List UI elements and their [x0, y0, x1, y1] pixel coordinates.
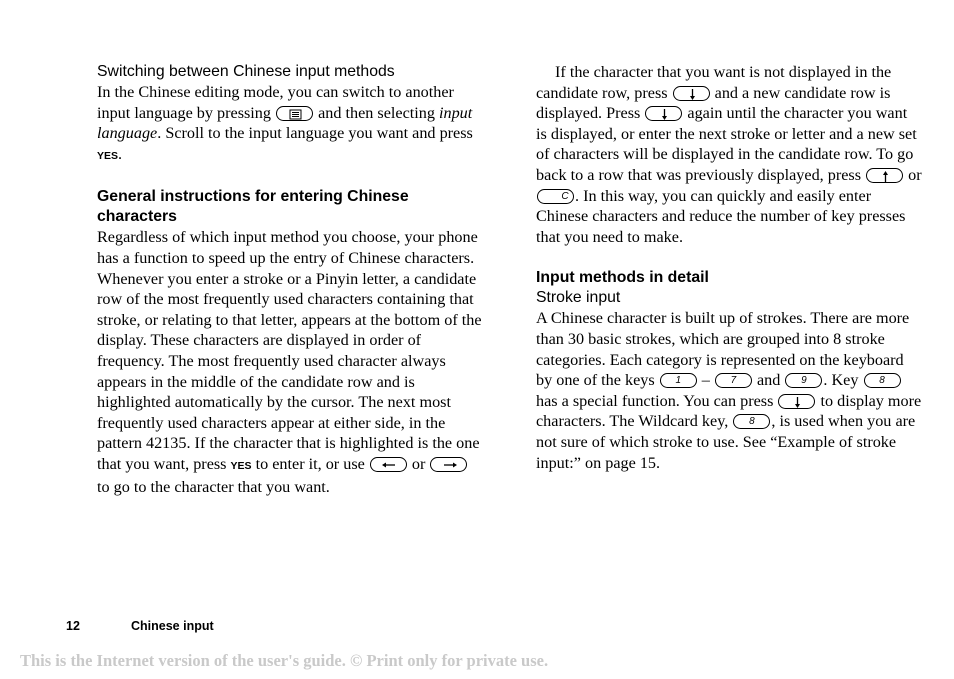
right-column	[536, 62, 922, 473]
disclaimer: This is the Internet version of the user's guide. © Print only for private use.	[20, 651, 549, 670]
candidate-paragraph: If the character that you want is not displayed in the candidate row, press and a new candidate row is displayed. Press again until the character you want is displayed, or enter the next stroke or letter and a new set of characters will be displayed in the candidate row. To go back to a row that was previously displayed, press or C . In this way, you can quickly and easily enter Chinese characters and reduce the number of key presses that you need to make.	[536, 63, 922, 246]
stroke-subheading: Stroke input	[536, 289, 621, 307]
left-column	[97, 62, 483, 497]
arrow-left-key-icon	[370, 457, 407, 472]
c-key-icon: C	[537, 189, 574, 204]
key-8-icon: 8	[733, 414, 770, 429]
arrow-up-key-icon	[866, 168, 903, 183]
yes-key-label: YES	[230, 459, 252, 472]
key-8-icon: 8	[864, 373, 901, 388]
switch-heading: Switching between Chinese input methods	[97, 63, 395, 80]
key-1-icon: 1	[660, 373, 697, 388]
general-heading: General instructions for entering Chinese characters	[97, 188, 409, 226]
stroke-paragraph: A Chinese character is built up of strokes. There are more than 30 basic strokes, which are grouped into 8 stroke categories. Each category is represented on the keyboard by one of the keys 1 – 7 and 9 . Key 8 has a special function. You can press to display more characters. The Wildcard key, 8 , is used when you are not sure of which stroke to use. See “Example of stroke input:” on page 15.	[536, 309, 922, 472]
switch-paragraph: In the Chinese editing mode, you can switch to another input language by pressing and then selecting input language. Scroll to the input language you want and press YES.	[97, 83, 473, 163]
arrow-down-key-icon	[778, 394, 815, 409]
detail-heading: Input methods in detail	[536, 269, 709, 287]
yes-key-label: YES	[97, 149, 119, 162]
key-9-icon: 9	[785, 373, 822, 388]
arrow-down-key-icon	[645, 106, 682, 121]
general-paragraph: Regardless of which input method you choose, your phone has a function to speed up the entry of Chinese characters. Whenever you enter a stroke or a Pinyin letter, a candidate row of the most frequently used characters containing that stroke, or relating to that letter, appears at the bottom of the display. These characters are displayed in order of frequency. The most frequently used character always appears in the middle of the candidate row and is highlighted automatically by the cursor. The next most frequently used characters appear at either side, in the pattern 42135. If the character that is highlighted is the one that you want, press YES to enter it, or use or to go to the character that you want.	[97, 228, 482, 496]
key-7-icon: 7	[715, 373, 752, 388]
menu-key-icon	[276, 106, 313, 121]
arrow-right-key-icon	[430, 457, 467, 472]
page-number: 12	[66, 619, 80, 633]
arrow-down-key-icon	[673, 86, 710, 101]
section-title: Chinese input	[131, 619, 214, 633]
